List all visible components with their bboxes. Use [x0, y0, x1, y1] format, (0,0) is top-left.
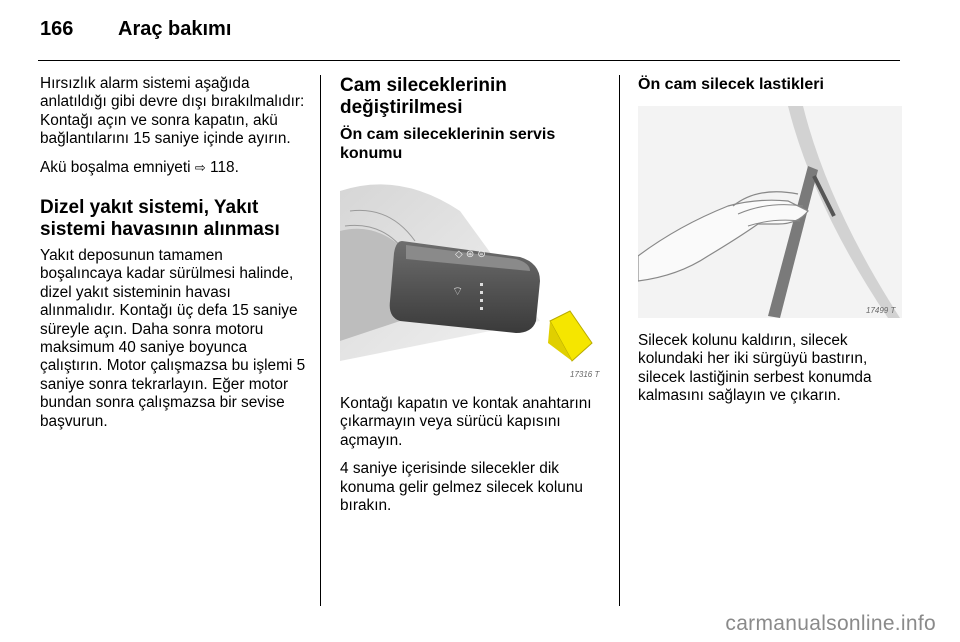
svg-text:◇ ⊛ ⊜: ◇ ⊛ ⊜	[455, 249, 486, 260]
battery-text: Akü boşalma emniyeti	[40, 158, 195, 176]
column-divider-2	[619, 75, 620, 606]
arrow-reference-icon[interactable]: ⇨	[194, 159, 206, 175]
wiper-stalk-illustration	[340, 171, 602, 381]
page-reference-link[interactable]: 118.	[210, 158, 239, 176]
paragraph-battery	[40, 159, 306, 177]
page-title: Araç bakımı	[118, 18, 232, 40]
figure-code: 17499 T	[866, 306, 896, 315]
column-divider-1	[320, 75, 321, 606]
svg-text:⌔: ⌔	[452, 284, 464, 298]
paragraph-alarm: Hırsızlık alarm sistemi aşağıda anlatıldığı gibi devre dışı bırakılmalıdır: Kontağı açın ve sonra kapatın, akü bağlantılarını 15 saniye içinde ayırın.	[40, 75, 305, 148]
section-heading-diesel: Dizel yakıt sistemi, Yakıt sistemi havasının alınması	[40, 197, 280, 241]
page-number: 166	[40, 18, 74, 40]
section-heading-wipers: Cam sileceklerinin değiştirilmesi	[340, 75, 507, 118]
column-1	[40, 75, 306, 441]
wiper-blade-illustration	[638, 106, 902, 318]
paragraph-ignition: Kontağı kapatın ve kontak anahtarını çıkarmayın veya sürücü kapısını açmayın.	[340, 395, 592, 449]
paragraph-remove-blade: Silecek kolunu kaldırın, silecek kolundaki her iki sürgüyü bastırın, silecek lastiğinin serbest konumda kalmasını sağlayın ve çıkarın.	[638, 332, 872, 405]
column-3	[638, 75, 904, 416]
subheading-service-position: Ön cam sileceklerinin servis konumu	[340, 126, 556, 162]
watermark[interactable]: carmanualsonline.info	[725, 612, 936, 635]
paragraph-release: 4 saniye içerisinde silecekler dik konuma gelir gelmez silecek kolunu bırakın.	[340, 460, 583, 515]
figure-code: 17316 T	[570, 370, 600, 379]
page-header	[40, 18, 231, 41]
header-rule	[38, 60, 900, 61]
figure-wiper-stalk	[340, 171, 602, 381]
subheading-wiper-blades: Ön cam silecek lastikleri	[638, 76, 824, 93]
paragraph-diesel: Yakıt deposunun tamamen boşalıncaya kadar sürülmesi halinde, dizel yakıt sisteminin havası alınmalıdır. Kontağı üç defa 15 saniye süreyle açın. Daha sonra motoru maksimum 40 saniye boyunca çalıştırın. Motor çalışmazsa bu işlemi 5 saniye sonra tekrarlayın. Eğer motor bundan sonra çalışmazsa bir sevise başvurun.	[40, 247, 306, 430]
figure-wiper-blade	[638, 106, 902, 318]
column-2	[340, 75, 605, 525]
